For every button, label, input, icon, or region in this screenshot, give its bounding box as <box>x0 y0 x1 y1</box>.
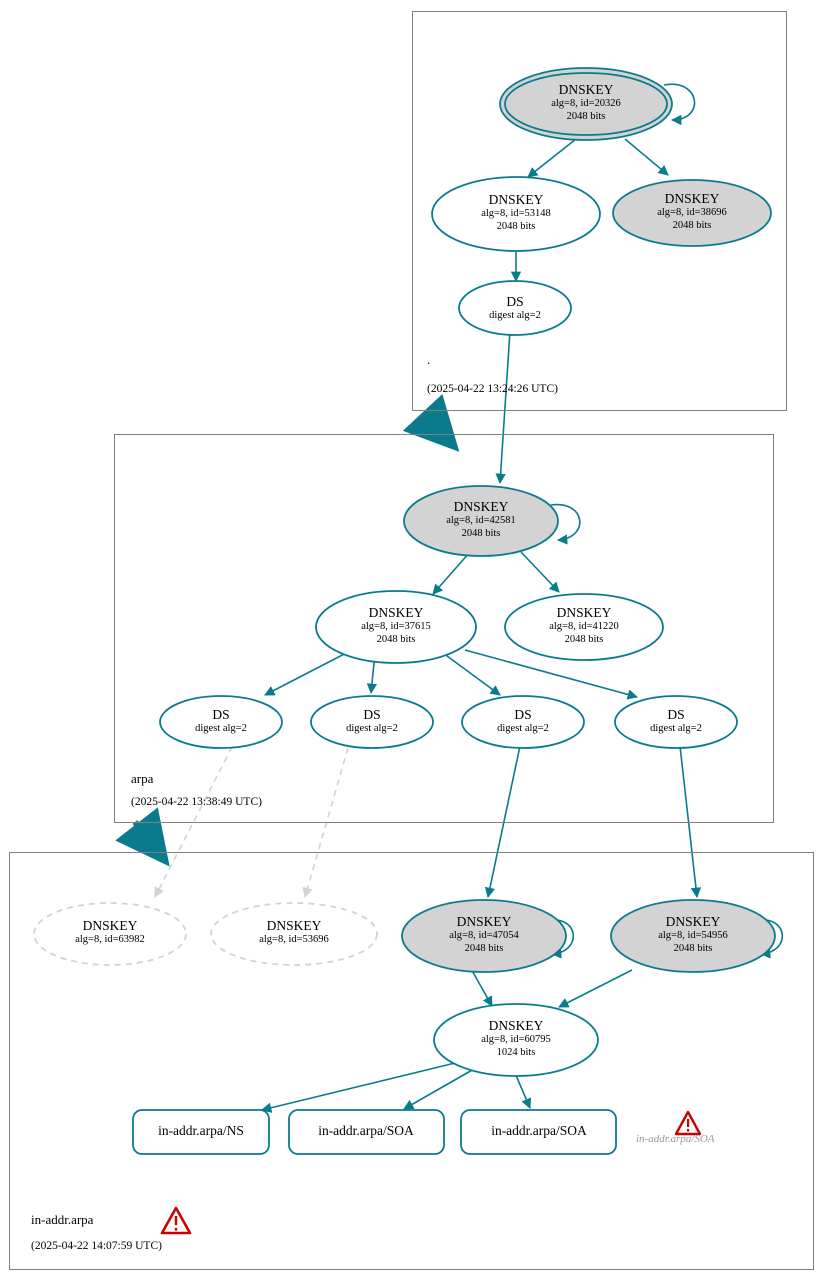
node-line2: digest alg=2 <box>497 723 549 734</box>
node-title: DNSKEY <box>453 499 509 514</box>
node-line2: alg=8, id=38696 <box>657 207 727 218</box>
error-label-soa: in-addr.arpa/SOA <box>636 1133 715 1145</box>
zone-timestamp-arpa: (2025-04-22 13:38:49 UTC) <box>131 796 262 808</box>
zone-box-root <box>412 11 787 411</box>
node-label-rrset-ns: in-addr.arpa/NS <box>158 1123 244 1138</box>
node-line2: alg=8, id=41220 <box>549 621 619 632</box>
node-line3: 2048 bits <box>566 111 606 122</box>
node-title: DNSKEY <box>368 605 424 620</box>
node-title: DS <box>506 294 524 309</box>
node-title: DNSKEY <box>488 1018 544 1033</box>
node-line3: 1024 bits <box>496 1047 536 1058</box>
node-line3: 2048 bits <box>673 943 713 954</box>
node-line2: digest alg=2 <box>489 310 541 321</box>
node-line3: 2048 bits <box>672 220 712 231</box>
node-line2: alg=8, id=47054 <box>449 930 519 941</box>
node-title: DNSKEY <box>665 914 721 929</box>
node-line2: alg=8, id=37615 <box>361 621 431 632</box>
node-title: DS <box>514 707 532 722</box>
node-line2: alg=8, id=53148 <box>481 208 551 219</box>
node-line3: 2048 bits <box>461 528 501 539</box>
node-line2: alg=8, id=53696 <box>259 934 329 945</box>
zone-timestamp-in-addr-arpa: (2025-04-22 14:07:59 UTC) <box>31 1240 162 1252</box>
zone-label-arpa: arpa <box>131 771 154 786</box>
node-line2: digest alg=2 <box>346 723 398 734</box>
node-line3: 2048 bits <box>564 634 604 645</box>
node-line2: digest alg=2 <box>195 723 247 734</box>
node-line2: alg=8, id=42581 <box>446 515 516 526</box>
node-title: DNSKEY <box>558 82 614 97</box>
node-title: DS <box>667 707 685 722</box>
node-line3: 2048 bits <box>464 943 504 954</box>
node-title: DNSKEY <box>488 192 544 207</box>
node-line2: digest alg=2 <box>650 723 702 734</box>
node-label-rrset-soa-1: in-addr.arpa/SOA <box>318 1123 414 1138</box>
node-line2: alg=8, id=20326 <box>551 98 621 109</box>
zone-label-in-addr-arpa: in-addr.arpa <box>31 1212 94 1227</box>
node-line2: alg=8, id=54956 <box>658 930 728 941</box>
node-title: DS <box>212 707 230 722</box>
zone-label-root: . <box>427 352 431 367</box>
node-line3: 2048 bits <box>496 221 536 232</box>
node-title: DNSKEY <box>266 918 322 933</box>
zone-box-in-addr-arpa <box>9 852 814 1270</box>
node-title: DNSKEY <box>664 191 720 206</box>
node-title: DNSKEY <box>82 918 138 933</box>
zone-box-arpa <box>114 434 774 823</box>
node-line2: alg=8, id=60795 <box>481 1034 551 1045</box>
node-title: DS <box>363 707 381 722</box>
node-label-rrset-soa-2: in-addr.arpa/SOA <box>491 1123 587 1138</box>
zone-timestamp-root: (2025-04-22 13:24:26 UTC) <box>427 383 558 395</box>
node-title: DNSKEY <box>556 605 612 620</box>
node-line2: alg=8, id=63982 <box>75 934 145 945</box>
node-line3: 2048 bits <box>376 634 416 645</box>
node-title: DNSKEY <box>456 914 512 929</box>
